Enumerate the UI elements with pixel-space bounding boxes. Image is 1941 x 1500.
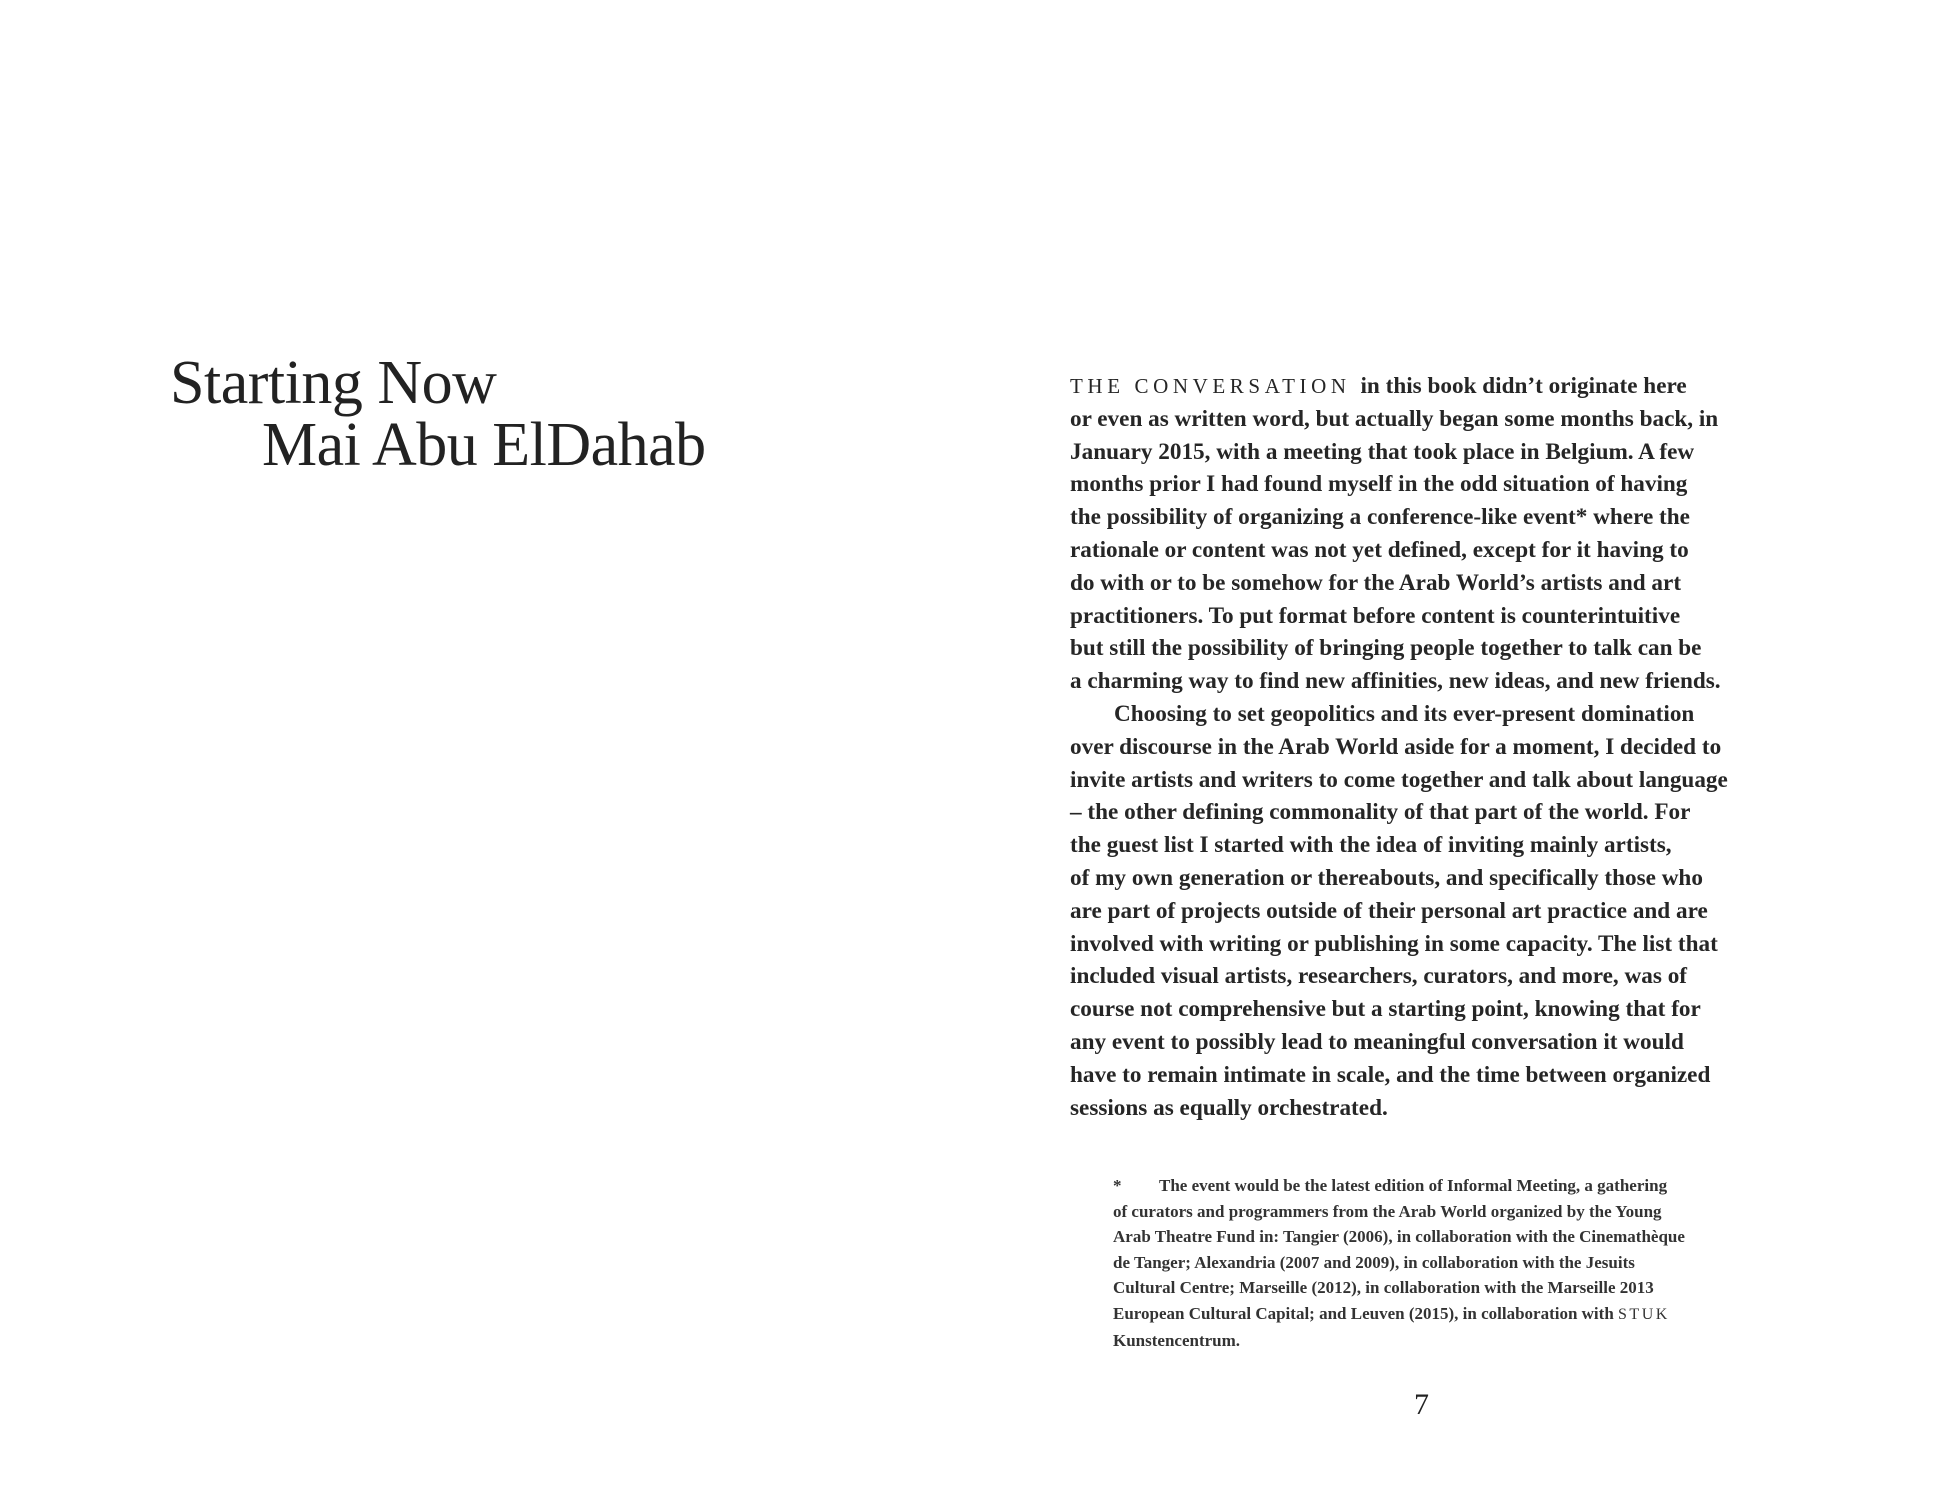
footnote-line: de Tanger; Alexandria (2007 and 2009), in collaboration with the Jesuits [1113,1252,1635,1272]
footnote-marker: * [1113,1176,1122,1195]
page-number: 7 [1414,1388,1429,1421]
body-line: rationale or content was not yet defined, except for it having to [1070,536,1689,563]
body-line: but still the possibility of bringing people together to talk can be [1070,635,1702,662]
body-line: are part of projects outside of their personal art practice and are [1070,897,1708,924]
body-line: involved with writing or publishing in some capacity. The list that [1070,930,1718,957]
body-line: THE CONVERSATION in this book didn’t originate here [1070,373,1687,399]
footnote-line: European Cultural Capital; and Leuven (2015), in collaboration with STUK [1113,1303,1670,1323]
footnote-line: * The event would be the latest edition of Informal Meeting, a gathering [1113,1173,1793,1199]
chapter-author: Mai Abu ElDahab [262,411,706,479]
body-line: or even as written word, but actually began some months back, in [1070,405,1719,432]
footnote-line: Kunstencentrum. [1113,1330,1241,1350]
footnote-line: Cultural Centre; Marseille (2012), in collaboration with the Marseille 2013 [1113,1278,1654,1298]
body-line: – the other defining commonality of that part of the world. For [1070,799,1691,826]
body-line: months prior I had found myself in the odd situation of having [1070,471,1688,498]
body-line: over discourse in the Arab World aside for a moment, I decided to [1070,733,1722,760]
body-line: the possibility of organizing a conference-like event* where the [1070,504,1690,531]
body-line: a charming way to find new affinities, new ideas, and new friends. [1070,668,1721,695]
body-line: do with or to be somehow for the Arab World’s artists and art [1070,569,1682,596]
body-line: invite artists and writers to come together and talk about language [1070,766,1728,793]
footnote-line: Arab Theatre Fund in: Tangier (2006), in collaboration with the Cinemathèque [1113,1227,1685,1247]
body-line: course not comprehensive but a starting point, knowing that for [1070,996,1701,1023]
footnote-smallcaps: STUK [1618,1305,1670,1323]
body-line: of my own generation or thereabouts, and specifically those who [1070,864,1703,891]
body-line: included visual artists, researchers, curators, and more, was of [1070,963,1688,990]
body-line: Choosing to set geopolitics and its ever-present domination [1114,700,1695,727]
chapter-heading [170,349,706,479]
body-line: sessions as equally orchestrated. [1070,1094,1388,1121]
body-line: have to remain intimate in scale, and the time between organized [1070,1061,1711,1088]
body-line: any event to possibly lead to meaningful conversation it would [1070,1028,1684,1055]
body-line: practitioners. To put format before content is counterintuitive [1070,602,1681,629]
footnote [1113,1173,1793,1353]
body-text [1070,370,1790,1124]
footnote-line: of curators and programmers from the Arab World organized by the Young [1113,1201,1662,1221]
chapter-title: Starting Now [170,349,497,417]
lead-in-smallcaps: THE CONVERSATION [1070,374,1351,398]
body-line: the guest list I started with the idea of inviting mainly artists, [1070,832,1672,859]
body-line: January 2015, with a meeting that took place in Belgium. A few [1070,438,1695,465]
